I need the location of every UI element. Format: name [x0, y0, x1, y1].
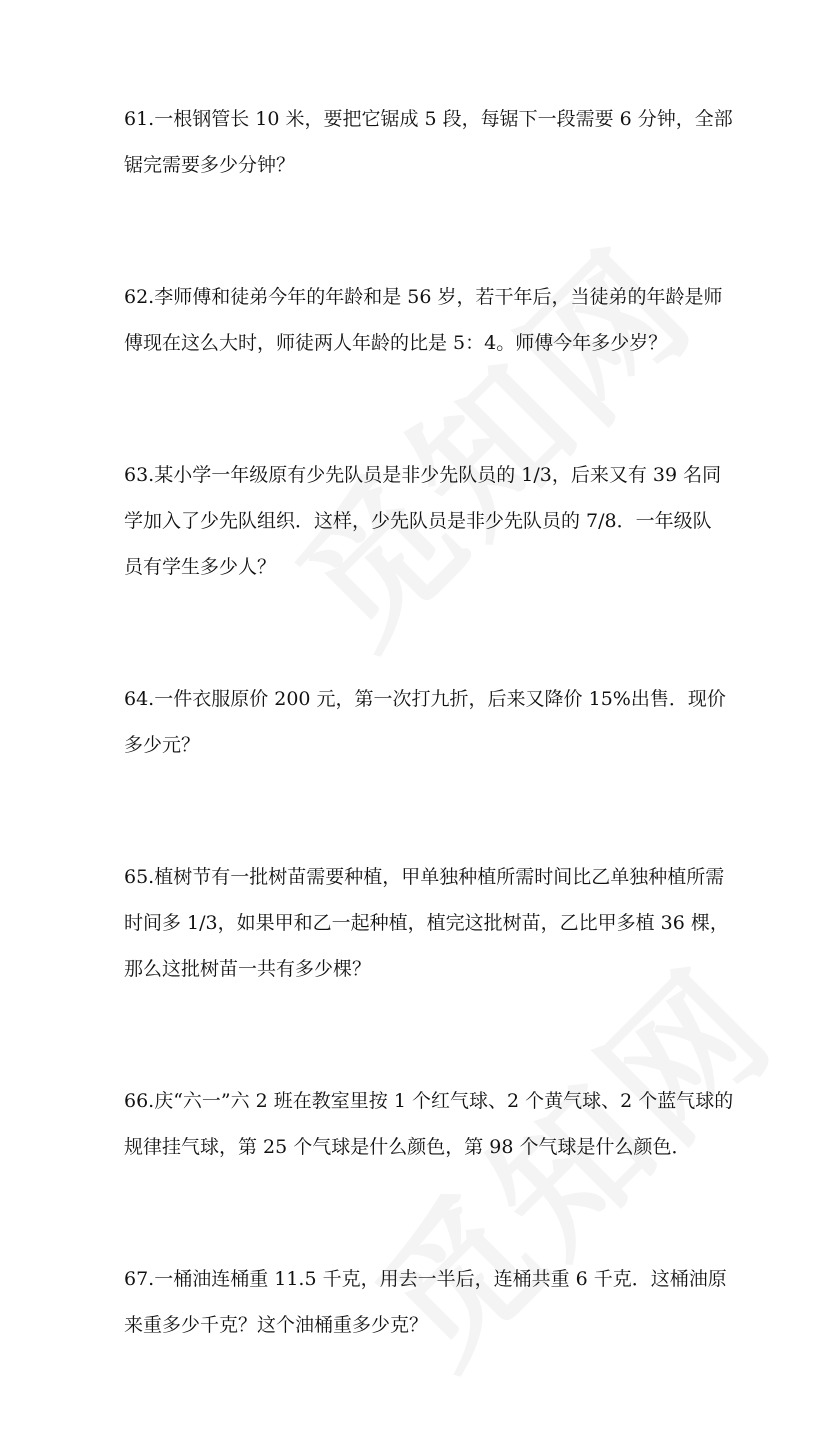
problem-line: 来重多少千克？这个油桶重多少克？ — [124, 1314, 429, 1336]
problem-line: 63.某小学一年级原有少先队员是非少先队员的 1/3，后来又有 39 名同 — [124, 464, 722, 486]
problem-61 — [124, 96, 733, 188]
problem-line: 时间多 1/3，如果甲和乙一起种植，植完这批树苗，乙比甲多植 36 棵， — [124, 912, 729, 934]
problem-67 — [124, 1256, 727, 1348]
problem-66 — [124, 1078, 734, 1170]
problem-line: 锯完需要多少分钟？ — [124, 154, 296, 176]
problem-line: 那么这批树苗一共有多少棵？ — [124, 958, 372, 980]
problem-line: 学加入了少先队组织．这样，少先队员是非少先队员的 7/8．一年级队 — [124, 510, 712, 532]
problem-line: 规律挂气球，第 25 个气球是什么颜色，第 98 个气球是什么颜色． — [124, 1136, 691, 1158]
problem-62 — [124, 274, 724, 366]
problem-line: 66.庆“六一”六 2 班在教室里按 1 个红气球、2 个黄气球、2 个蓝气球的 — [124, 1090, 734, 1112]
problem-line: 65.植树节有一批树苗需要种植，甲单独种植所需时间比乙单独种植所需 — [124, 866, 725, 888]
problem-line: 傅现在这么大时，师徒两人年龄的比是 5：4。师傅今年多少岁？ — [124, 332, 668, 354]
problem-63 — [124, 452, 724, 590]
problem-line: 员有学生多少人？ — [124, 556, 277, 578]
problem-list — [124, 96, 734, 1434]
problem-line: 64.一件衣服原价 200 元，第一次打九折，后来又降价 15%出售．现价 — [124, 688, 726, 710]
problem-line: 61.一根钢管长 10 米，要把它锯成 5 段，每锯下一段需要 6 分钟，全部 — [124, 108, 733, 130]
problem-line: 62.李师傅和徒弟今年的年龄和是 56 岁，若干年后，当徒弟的年龄是师 — [124, 286, 723, 308]
problem-65 — [124, 854, 729, 992]
problem-line: 67.一桶油连桶重 11.5 千克，用去一半后，连桶共重 6 千克．这桶油原 — [124, 1268, 727, 1290]
problem-64 — [124, 676, 724, 768]
problem-line: 多少元？ — [124, 734, 201, 756]
